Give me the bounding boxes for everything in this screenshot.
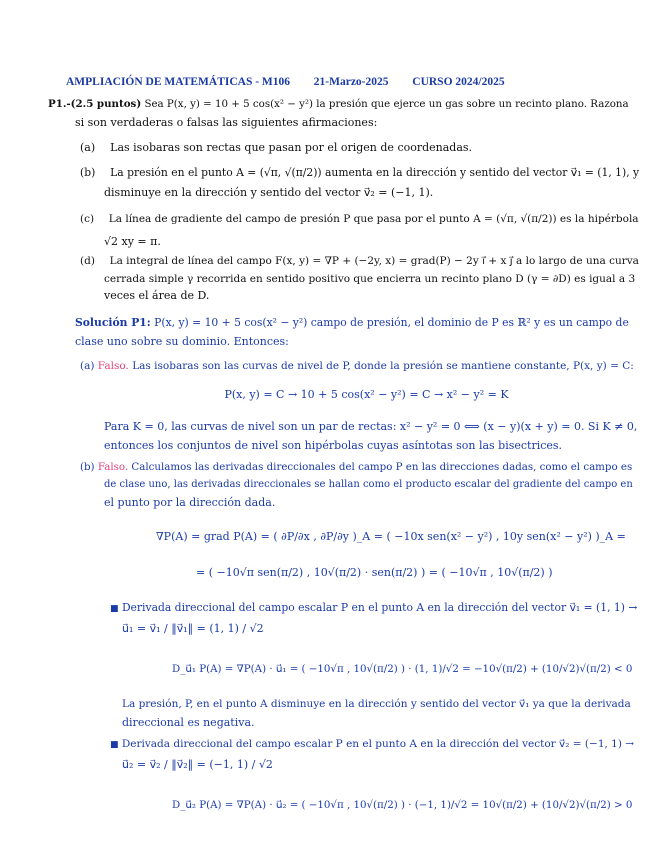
bullet-1-unit-vector: u⃗₁ = v⃗₁ / ‖v⃗₁‖ = (1, 1) / √2 (122, 622, 264, 635)
solution-a-equation: P(x, y) = C → 10 + 5 cos(x² − y²) = C → x² − y² = K (224, 388, 509, 401)
problem-intro-line2: si son verdaderas o falsas las siguientes afirmaciones: (75, 116, 378, 129)
solution-b-text3: el punto por la dirección dada. (104, 496, 276, 509)
item-d (80, 254, 639, 268)
item-text: Las isobaras son rectas que pasan por el origen de coordenadas. (110, 141, 473, 154)
course-title: AMPLIACIÓN DE MATEMÁTICAS - M106 (66, 76, 291, 88)
bullet-1-text: Derivada direccional del campo escalar P en el punto A en la dirección del vector v⃗₁ = (1, 1) → (121, 601, 638, 614)
course-year: CURSO 2024/2025 (412, 76, 505, 88)
solution-intro (75, 316, 629, 330)
item-tag: (c) (80, 213, 95, 225)
item-text: La presión en el punto A = (√π, √(π/2)) aumenta en la dirección y sentido del vector v⃗₁ = (1, 1), y (110, 166, 640, 179)
directional-derivative-1: D_u⃗₁ P(A) = ∇P(A) · u⃗₁ = ( −10√π , 10√(π/2) ) · (1, 1)/√2 = −10√(π/2) + (10/√2)√(π/2) < 0 (172, 663, 633, 675)
gradient-equation-line2: = ( −10√π sen(π/2) , 10√(π/2) · sen(π/2) ) = ( −10√π , 10√(π/2) ) (196, 566, 553, 579)
bullet-2-text: Derivada direccional del campo escalar P en el punto A en la dirección del vector v⃗₂ = (−1, 1) → (121, 738, 635, 750)
item-c-line2: √2 xy = π. (104, 235, 161, 248)
solution-line1: P(x, y) = 10 + 5 cos(x² − y²) campo de presión, el dominio de P es ℝ² y es un campo de (154, 316, 629, 329)
item-text: La integral de línea del campo F(x, y) = ∇P + (−2y, x) = grad(P) − 2y ı⃗ + x ȷ⃗ a lo largo de una curva (109, 255, 639, 267)
verdict-a: Falso. (97, 360, 129, 372)
solution-b (80, 460, 632, 474)
problem-intro-line1: Sea P(x, y) = 10 + 5 cos(x² − y²) la presión que ejerce un gas sobre un recinto plano. Razona (144, 98, 629, 110)
item-d-line3: veces el área de D. (104, 289, 210, 302)
item-tag: (a) (80, 360, 95, 372)
verdict-b: Falso. (97, 461, 129, 473)
item-tag: (a) (80, 141, 96, 154)
solution-b-text2: de clase uno, las derivadas direccionales se hallan como el producto escalar del gradiente del campo en (104, 479, 633, 490)
solution-label: Solución P1: (75, 316, 151, 329)
exam-header (66, 76, 505, 88)
item-b-line2: disminuye en la dirección y sentido del vector v⃗₂ = (−1, 1). (104, 186, 434, 199)
item-tag: (d) (80, 255, 95, 267)
gradient-equation-line1: ∇P(A) = grad P(A) = ( ∂P/∂x , ∂P/∂y )_A = ( −10x sen(x² − y²) , 10y sen(x² − y²) )_A = (156, 530, 626, 543)
solution-a (80, 359, 634, 373)
solution-a-after1: Para K = 0, las curvas de nivel son un par de rectas: x² − y² = 0 ⟺ (x − y)(x + y) = 0. Si K ≠ 0, (104, 420, 638, 433)
solution-b-text1: Calculamos las derivadas direccionales del campo P en las direcciones dadas, como el campo es (131, 461, 633, 473)
item-b (80, 166, 639, 180)
solution-a-text: Las isobaras son las curvas de nivel de P, donde la presión se mantiene constante, P(x, y) = C: (132, 360, 634, 372)
problem-label: P1.-(2.5 puntos) (48, 98, 142, 110)
item-tag: (b) (80, 166, 96, 179)
item-c (80, 212, 639, 226)
directional-derivative-2: D_u⃗₂ P(A) = ∇P(A) · u⃗₂ = ( −10√π , 10√(π/2) ) · (−1, 1)/√2 = 10√(π/2) + (10/√2)√(π/2) > 0 (172, 799, 633, 811)
bullet-2-unit-vector: u⃗₂ = v⃗₂ / ‖v⃗₂‖ = (−1, 1) / √2 (122, 758, 273, 771)
conclusion-1-line2: direccional es negativa. (122, 716, 255, 729)
bullet-marker: ■ (110, 740, 119, 750)
conclusion-1-line1: La presión, P, en el punto A disminuye en la dirección y sentido del vector v⃗₁ ya que la derivada (122, 698, 631, 710)
item-tag: (b) (80, 461, 95, 473)
solution-a-after2: entonces los conjuntos de nivel son hipérbolas cuyas asíntotas son las bisectrices. (104, 439, 563, 452)
bullet-1 (110, 601, 637, 616)
exam-date: 21-Marzo-2025 (313, 76, 389, 88)
item-d-line2: cerrada simple γ recorrida en sentido positivo que encierra un recinto plano D (γ = ∂D) es igual a 3 (104, 273, 636, 285)
solution-line2: clase uno sobre su dominio. Entonces: (75, 335, 289, 348)
bullet-marker: ■ (110, 604, 119, 614)
item-text: La línea de gradiente del campo de presión P que pasa por el punto A = (√π, √(π/2)) es la hipérbola (108, 213, 639, 225)
problem-intro (48, 97, 629, 111)
item-a (80, 141, 472, 155)
bullet-2 (110, 737, 634, 752)
